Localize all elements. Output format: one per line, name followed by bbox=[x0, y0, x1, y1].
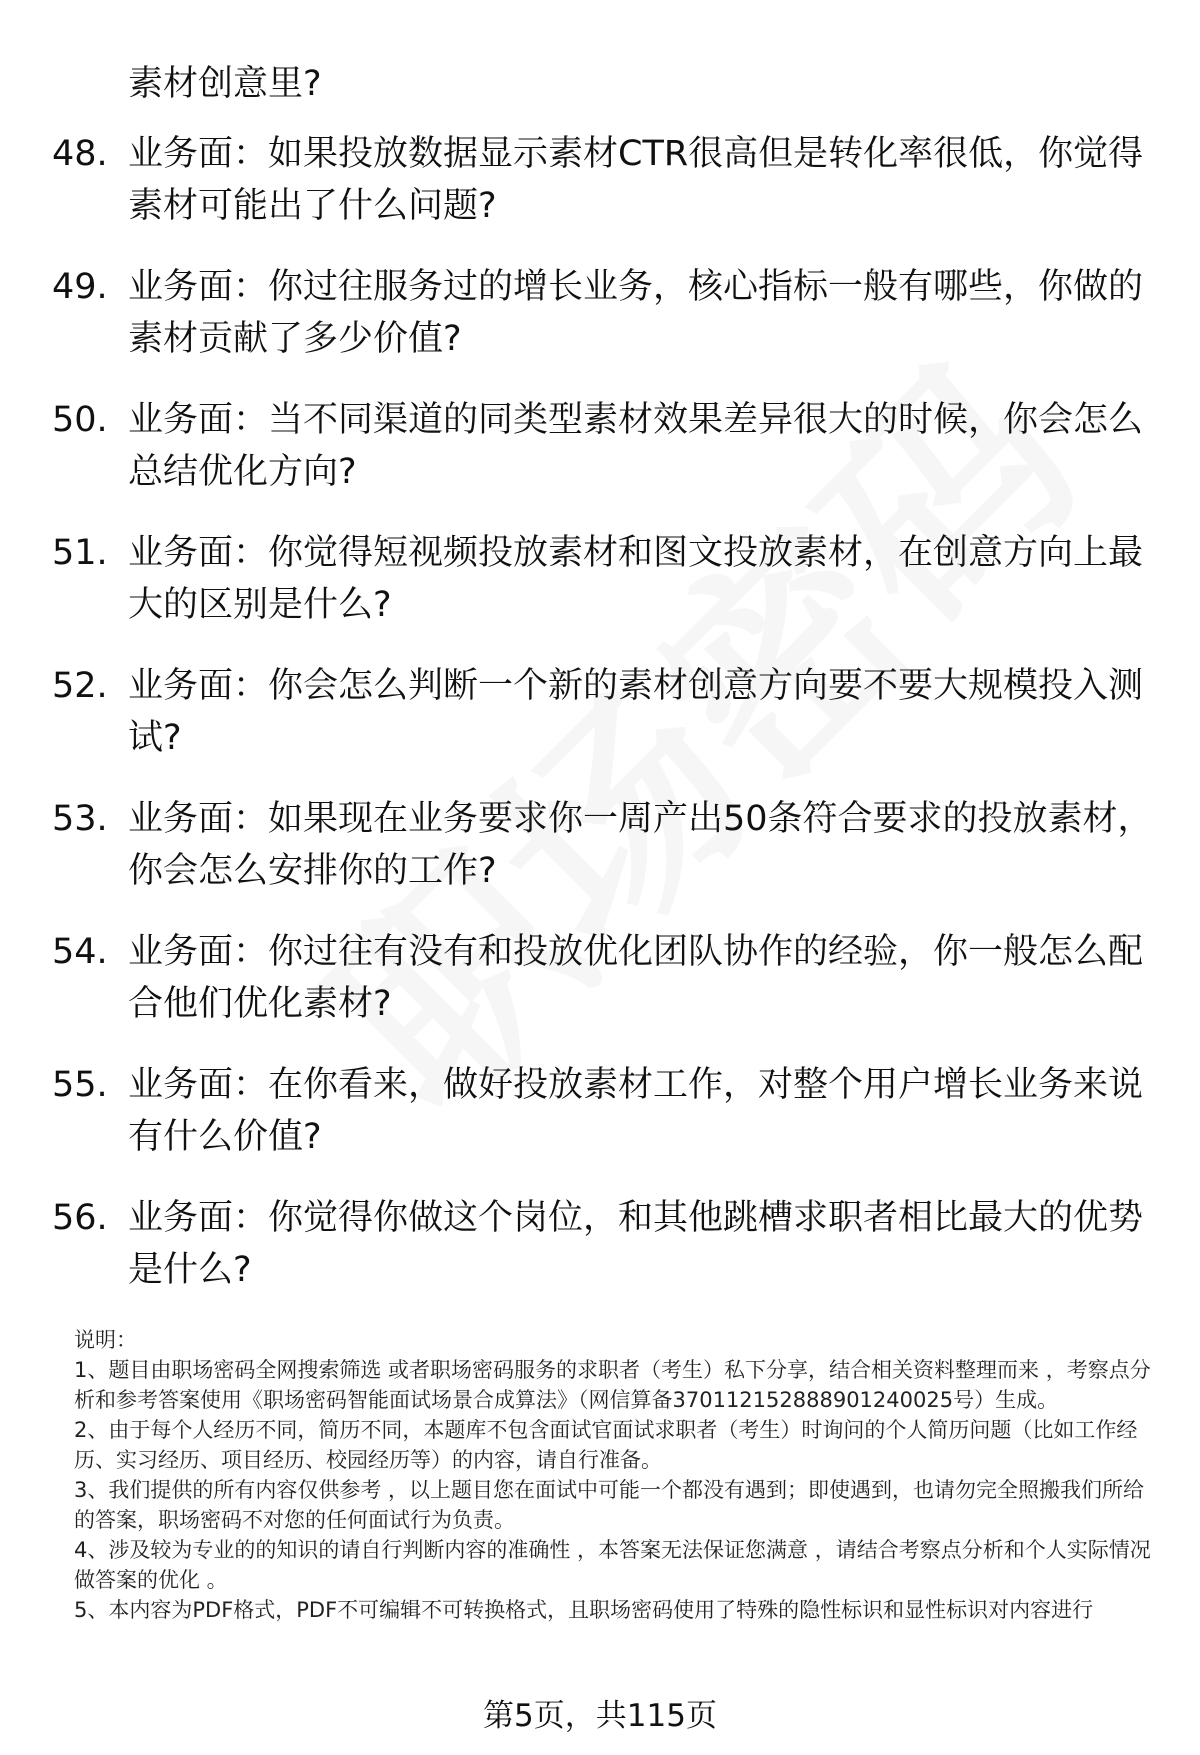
question-continuation: 素材创意里? bbox=[128, 64, 322, 104]
notes-title: 说明： bbox=[74, 1328, 137, 1352]
question-number: 49. bbox=[52, 267, 108, 307]
question-item bbox=[52, 527, 1152, 631]
note-item: 2、由于每个人经历不同，简历不同，本题库不包含面试官面试求职者（考生）时询问的个人简历问题（比如工作经历、实习经历、项目经历、校园经历等）的内容，请自行准备。 bbox=[74, 1418, 1138, 1472]
question-item bbox=[52, 1059, 1152, 1163]
question-number: 56. bbox=[52, 1198, 108, 1238]
note-item: 3、我们提供的所有内容仅供参考 ，以上题目您在面试中可能一个都没有遇到；即使遇到，也请勿完全照搬我们所给的答案，职场密码不对您的任何面试行为负责。 bbox=[74, 1478, 1145, 1532]
question-text: 业务面：在你看来，做好投放素材工作，对整个用户增长业务来说有什么价值? bbox=[128, 1065, 1144, 1157]
question-text: 业务面：当不同渠道的同类型素材效果差异很大的时候，你会怎么总结优化方向? bbox=[128, 400, 1144, 492]
question-text: 业务面：如果现在业务要求你一周产出50条符合要求的投放素材，你会怎么安排你的工作? bbox=[128, 799, 1153, 891]
question-item bbox=[52, 1192, 1152, 1296]
question-text: 业务面：你觉得你做这个岗位，和其他跳槽求职者相比最大的优势是什么? bbox=[128, 1198, 1144, 1290]
disclaimer-notes bbox=[74, 1325, 1154, 1625]
question-text: 业务面：你会怎么判断一个新的素材创意方向要不要大规模投入测试? bbox=[128, 666, 1144, 758]
question-item bbox=[52, 793, 1152, 897]
question-text: 业务面：你觉得短视频投放素材和图文投放素材，在创意方向上最大的区别是什么? bbox=[128, 533, 1144, 625]
question-number: 53. bbox=[52, 799, 108, 839]
question-item bbox=[52, 926, 1152, 1030]
question-item bbox=[52, 261, 1152, 365]
page-number: 第5页，共115页 bbox=[483, 1698, 717, 1734]
question-number: 55. bbox=[52, 1065, 108, 1105]
note-item: 4、涉及较为专业的的知识的请自行判断内容的准确性 ，本答案无法保证您满意 ，请结合考察点分析和个人实际情况做答案的优化 。 bbox=[74, 1538, 1151, 1592]
question-item bbox=[52, 660, 1152, 764]
question-number: 50. bbox=[52, 400, 108, 440]
question-item bbox=[52, 128, 1152, 232]
note-item: 5、本内容为PDF格式，PDF不可编辑不可转换格式，且职场密码使用了特殊的隐性标识和显性标识对内容进行 bbox=[74, 1598, 1094, 1622]
question-text: 业务面：如果投放数据显示素材CTR很高但是转化率很低，你觉得素材可能出了什么问题? bbox=[128, 134, 1144, 226]
question-text: 业务面：你过往服务过的增长业务，核心指标一般有哪些，你做的素材贡献了多少价值? bbox=[128, 267, 1144, 359]
question-number: 48. bbox=[52, 134, 108, 174]
question-number: 54. bbox=[52, 932, 108, 972]
question-number: 51. bbox=[52, 533, 108, 573]
question-item bbox=[52, 394, 1152, 498]
question-text: 业务面：你过往有没有和投放优化团队协作的经验，你一般怎么配合他们优化素材? bbox=[128, 932, 1144, 1024]
note-item: 1、题目由职场密码全网搜索筛选 或者职场密码服务的求职者（考生）私下分享，结合相关资料整理而来 ，考察点分析和参考答案使用《职场密码智能面试场景合成算法》（网信算备370112152888901240025号）生成。 bbox=[74, 1358, 1151, 1412]
question-number: 52. bbox=[52, 666, 108, 706]
